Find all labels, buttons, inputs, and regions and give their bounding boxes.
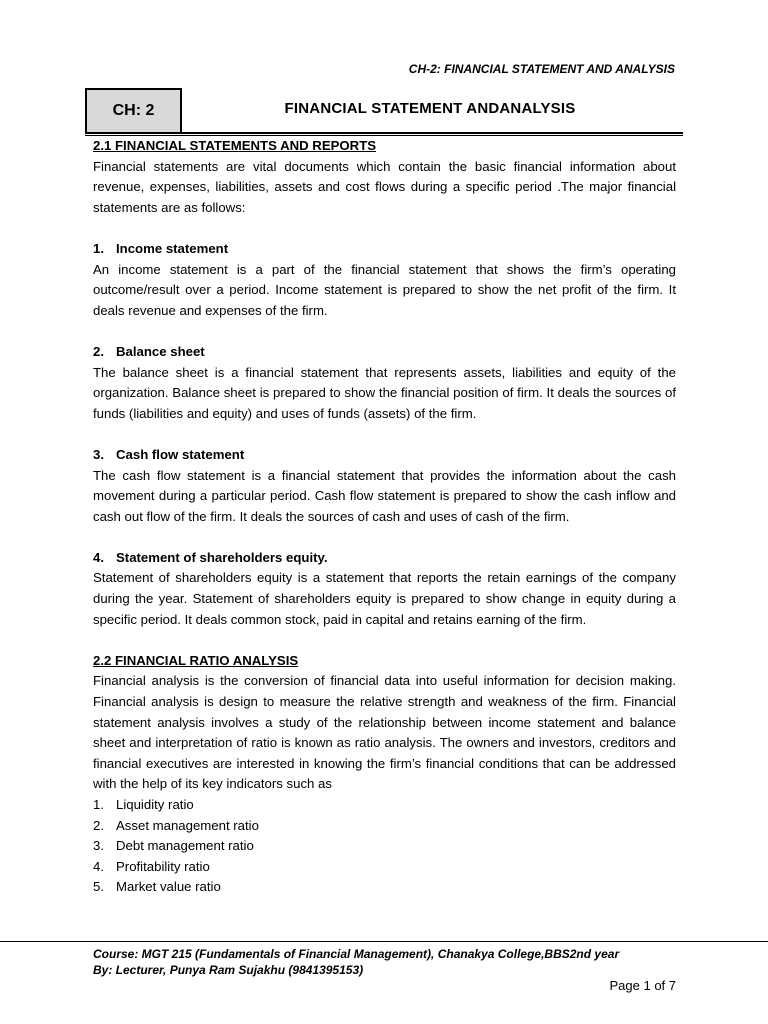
subsection-heading: [93, 548, 676, 569]
list-item: [93, 836, 676, 857]
subsection-heading-text: Statement of shareholders equity.: [116, 549, 328, 565]
subsection-paragraph: The balance sheet is a financial statement that represents assets, liabilities and equity of the organization. Balance sheet is prepared to show the financial position of firm. It deals the sources of funds (liabilities and equity) and uses of funds (assets) of the firm.: [93, 364, 676, 421]
subsection-number: 1.: [93, 240, 104, 256]
chapter-title: FINANCIAL STATEMENT ANDANALYSIS: [284, 100, 576, 117]
subsection-heading-text: Income statement: [116, 240, 229, 256]
footer-author: By: Lecturer, Punya Ram Sujakhu (9841395153): [93, 963, 364, 977]
subsection-paragraph: Statement of shareholders equity is a statement that reports the retain earnings of the company during the year. Statement of shareholders equity is prepared to show change in equity during a specific period. It deals common stock, paid in capital and retains earning of the firm.: [93, 570, 676, 627]
spacer: [93, 424, 676, 445]
subsection-heading-text: Cash flow statement: [116, 446, 245, 462]
list-item-label: Debt management ratio: [116, 838, 254, 854]
list-item: [93, 795, 676, 816]
section-title-2-1: 2.1 FINANCIAL STATEMENTS AND REPORTS: [93, 138, 377, 153]
spacer: [93, 218, 676, 239]
list-item-number: 4.: [93, 858, 104, 874]
spacer: [93, 321, 676, 342]
running-header: CH-2: FINANCIAL STATEMENT AND ANALYSIS: [408, 62, 675, 76]
chapter-label: CH: 2: [112, 102, 155, 119]
spacer: [93, 527, 676, 548]
subsection-paragraph: The cash flow statement is a financial statement that provides the information about the cash movement during a particular period. Cash flow statement is prepared to show the cash inflow and cash out flow of the firm. It deals the sources of cash and uses of cash of the firm.: [93, 467, 676, 524]
page-number: Page 1 of 7: [609, 978, 676, 993]
list-item-number: 2.: [93, 817, 104, 833]
subsection-number: 4.: [93, 549, 104, 565]
section-title-2-2: 2.2 FINANCIAL RATIO ANALYSIS: [93, 652, 299, 668]
footer-rule: [0, 941, 768, 942]
header-rule-thick: [85, 132, 683, 134]
chapter-label-box: [85, 88, 182, 134]
subsection-heading: [93, 239, 676, 260]
section-intro-2-2: Financial analysis is the conversion of financial data into useful information for decision making. Financial analysis is design to measure the relative strength and weakness of the firm. Financial statement analysis involves a study of the relationship between income statement and balance sheet and interpretation of ratio is known as ratio analysis. The owners and investors, creditors and financial executives are interested in knowing the firm’s financial conditions that can be addressed with the help of its key indicators such as: [93, 673, 676, 792]
section-intro-2-1: Financial statements are vital documents which contain the basic financial information about revenue, expenses, liabilities, assets and cost flows during a specific period .The major financial statements are as follows:: [93, 158, 676, 215]
list-item: [93, 857, 676, 878]
subsection-heading: [93, 342, 676, 363]
page-content: [93, 136, 676, 898]
subsection-paragraph: An income statement is a part of the financial statement that shows the firm’s operating outcome/result over a period. Income statement is prepared to show the net profit of the firm. It deals revenue and expenses of the firm.: [93, 261, 676, 318]
spacer: [93, 630, 676, 651]
list-item-label: Asset management ratio: [116, 817, 259, 833]
ratio-list: [93, 795, 676, 898]
footer-course: Course: MGT 215 (Fundamentals of Financial Management), Chanakya College,BBS2nd year: [93, 947, 620, 961]
list-item-label: Market value ratio: [116, 879, 221, 895]
list-item-label: Liquidity ratio: [116, 797, 194, 812]
subsection-heading-text: Balance sheet: [116, 343, 205, 359]
list-item: [93, 877, 676, 898]
list-item-number: 3.: [93, 838, 104, 854]
list-item-number: 5.: [93, 879, 104, 895]
subsection-number: 3.: [93, 446, 104, 462]
list-item-number: 1.: [93, 797, 104, 812]
subsection-heading: [93, 445, 676, 466]
list-item-label: Profitability ratio: [116, 858, 210, 874]
subsection-number: 2.: [93, 343, 104, 359]
list-item: [93, 816, 676, 837]
